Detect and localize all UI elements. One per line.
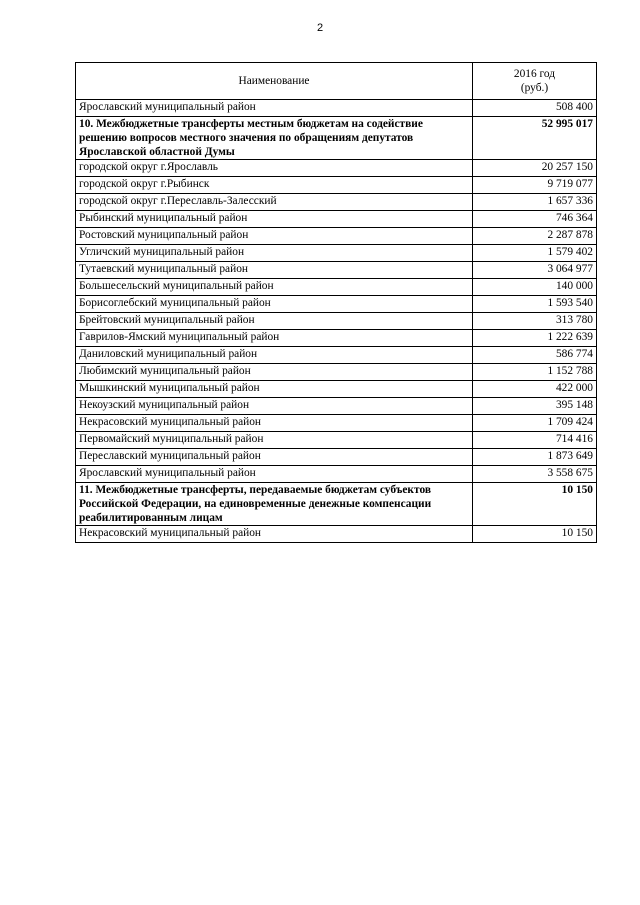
row-value: 1 579 402 [473,245,597,262]
column-header-year [473,63,597,100]
row-name: Некрасовский муниципальный район [76,415,473,432]
table-row [76,194,597,211]
row-name: Борисоглебский муниципальный район [76,296,473,313]
table-row [76,228,597,245]
row-value: 2 287 878 [473,228,597,245]
row-name: городской округ г.Ярославль [76,160,473,177]
row-value: 3 558 675 [473,466,597,483]
row-name: Некоузский муниципальный район [76,398,473,415]
row-name: Мышкинский муниципальный район [76,381,473,398]
table-row [76,211,597,228]
column-header-unit: (руб.) [520,82,549,94]
row-value: 395 148 [473,398,597,415]
table-row [76,330,597,347]
table-row [76,466,597,483]
table-row [76,177,597,194]
table-row [76,160,597,177]
row-name: Ярославский муниципальный район [76,466,473,483]
row-name: Брейтовский муниципальный район [76,313,473,330]
section-11-row [76,483,597,526]
row-name: Некрасовский муниципальный район [76,526,473,543]
table-row [76,432,597,449]
table-row [76,262,597,279]
table-row [76,245,597,262]
row-value: 714 416 [473,432,597,449]
row-name: Большесельский муниципальный район [76,279,473,296]
row-name: Гаврилов-Ямский муниципальный район [76,330,473,347]
row-value: 20 257 150 [473,160,597,177]
row-name: Любимский муниципальный район [76,364,473,381]
row-value: 1 152 788 [473,364,597,381]
table-row [76,381,597,398]
section-10-title: 10. Межбюджетные трансферты местным бюджетам на содействие решению вопросов местного значения по обращениям депутатов Ярославской областной Думы [76,117,473,160]
table-row [76,398,597,415]
row-value: 1 657 336 [473,194,597,211]
row-name: Первомайский муниципальный район [76,432,473,449]
row-name: городской округ г.Переславль-Залесский [76,194,473,211]
row-value: 140 000 [473,279,597,296]
row-value: 9 719 077 [473,177,597,194]
section-11-total: 10 150 [473,483,597,526]
row-name: Ростовский муниципальный район [76,228,473,245]
table-row [76,279,597,296]
column-header-name: Наименование [76,63,473,100]
table-header-row [76,63,597,100]
row-name: Рыбинский муниципальный район [76,211,473,228]
row-value: 313 780 [473,313,597,330]
table-row [76,296,597,313]
table-row [76,364,597,381]
row-value: 1 709 424 [473,415,597,432]
table-row [76,313,597,330]
section-10-row [76,117,597,160]
row-value: 10 150 [473,526,597,543]
row-value: 1 873 649 [473,449,597,466]
row-value: 586 774 [473,347,597,364]
row-value: 1 593 540 [473,296,597,313]
column-header-year-label: 2016 год [513,68,556,80]
row-value: 508 400 [473,100,597,117]
section-10-total: 52 995 017 [473,117,597,160]
section-11-title: 11. Межбюджетные трансферты, передаваемые бюджетам субъектов Российской Федерации, на единовременные денежные компенсации реабилитированным лицам [76,483,473,526]
row-value: 1 222 639 [473,330,597,347]
budget-table [75,62,597,543]
table-row [76,100,597,117]
row-value: 3 064 977 [473,262,597,279]
table-row [76,449,597,466]
row-value: 746 364 [473,211,597,228]
table-row [76,526,597,543]
table-row [76,415,597,432]
row-name: Ярославский муниципальный район [76,100,473,117]
row-name: Тутаевский муниципальный район [76,262,473,279]
row-name: Переславский муниципальный район [76,449,473,466]
row-name: Даниловский муниципальный район [76,347,473,364]
row-name: городской округ г.Рыбинск [76,177,473,194]
table-row [76,347,597,364]
row-value: 422 000 [473,381,597,398]
page-number: 2 [316,22,324,34]
row-name: Угличский муниципальный район [76,245,473,262]
